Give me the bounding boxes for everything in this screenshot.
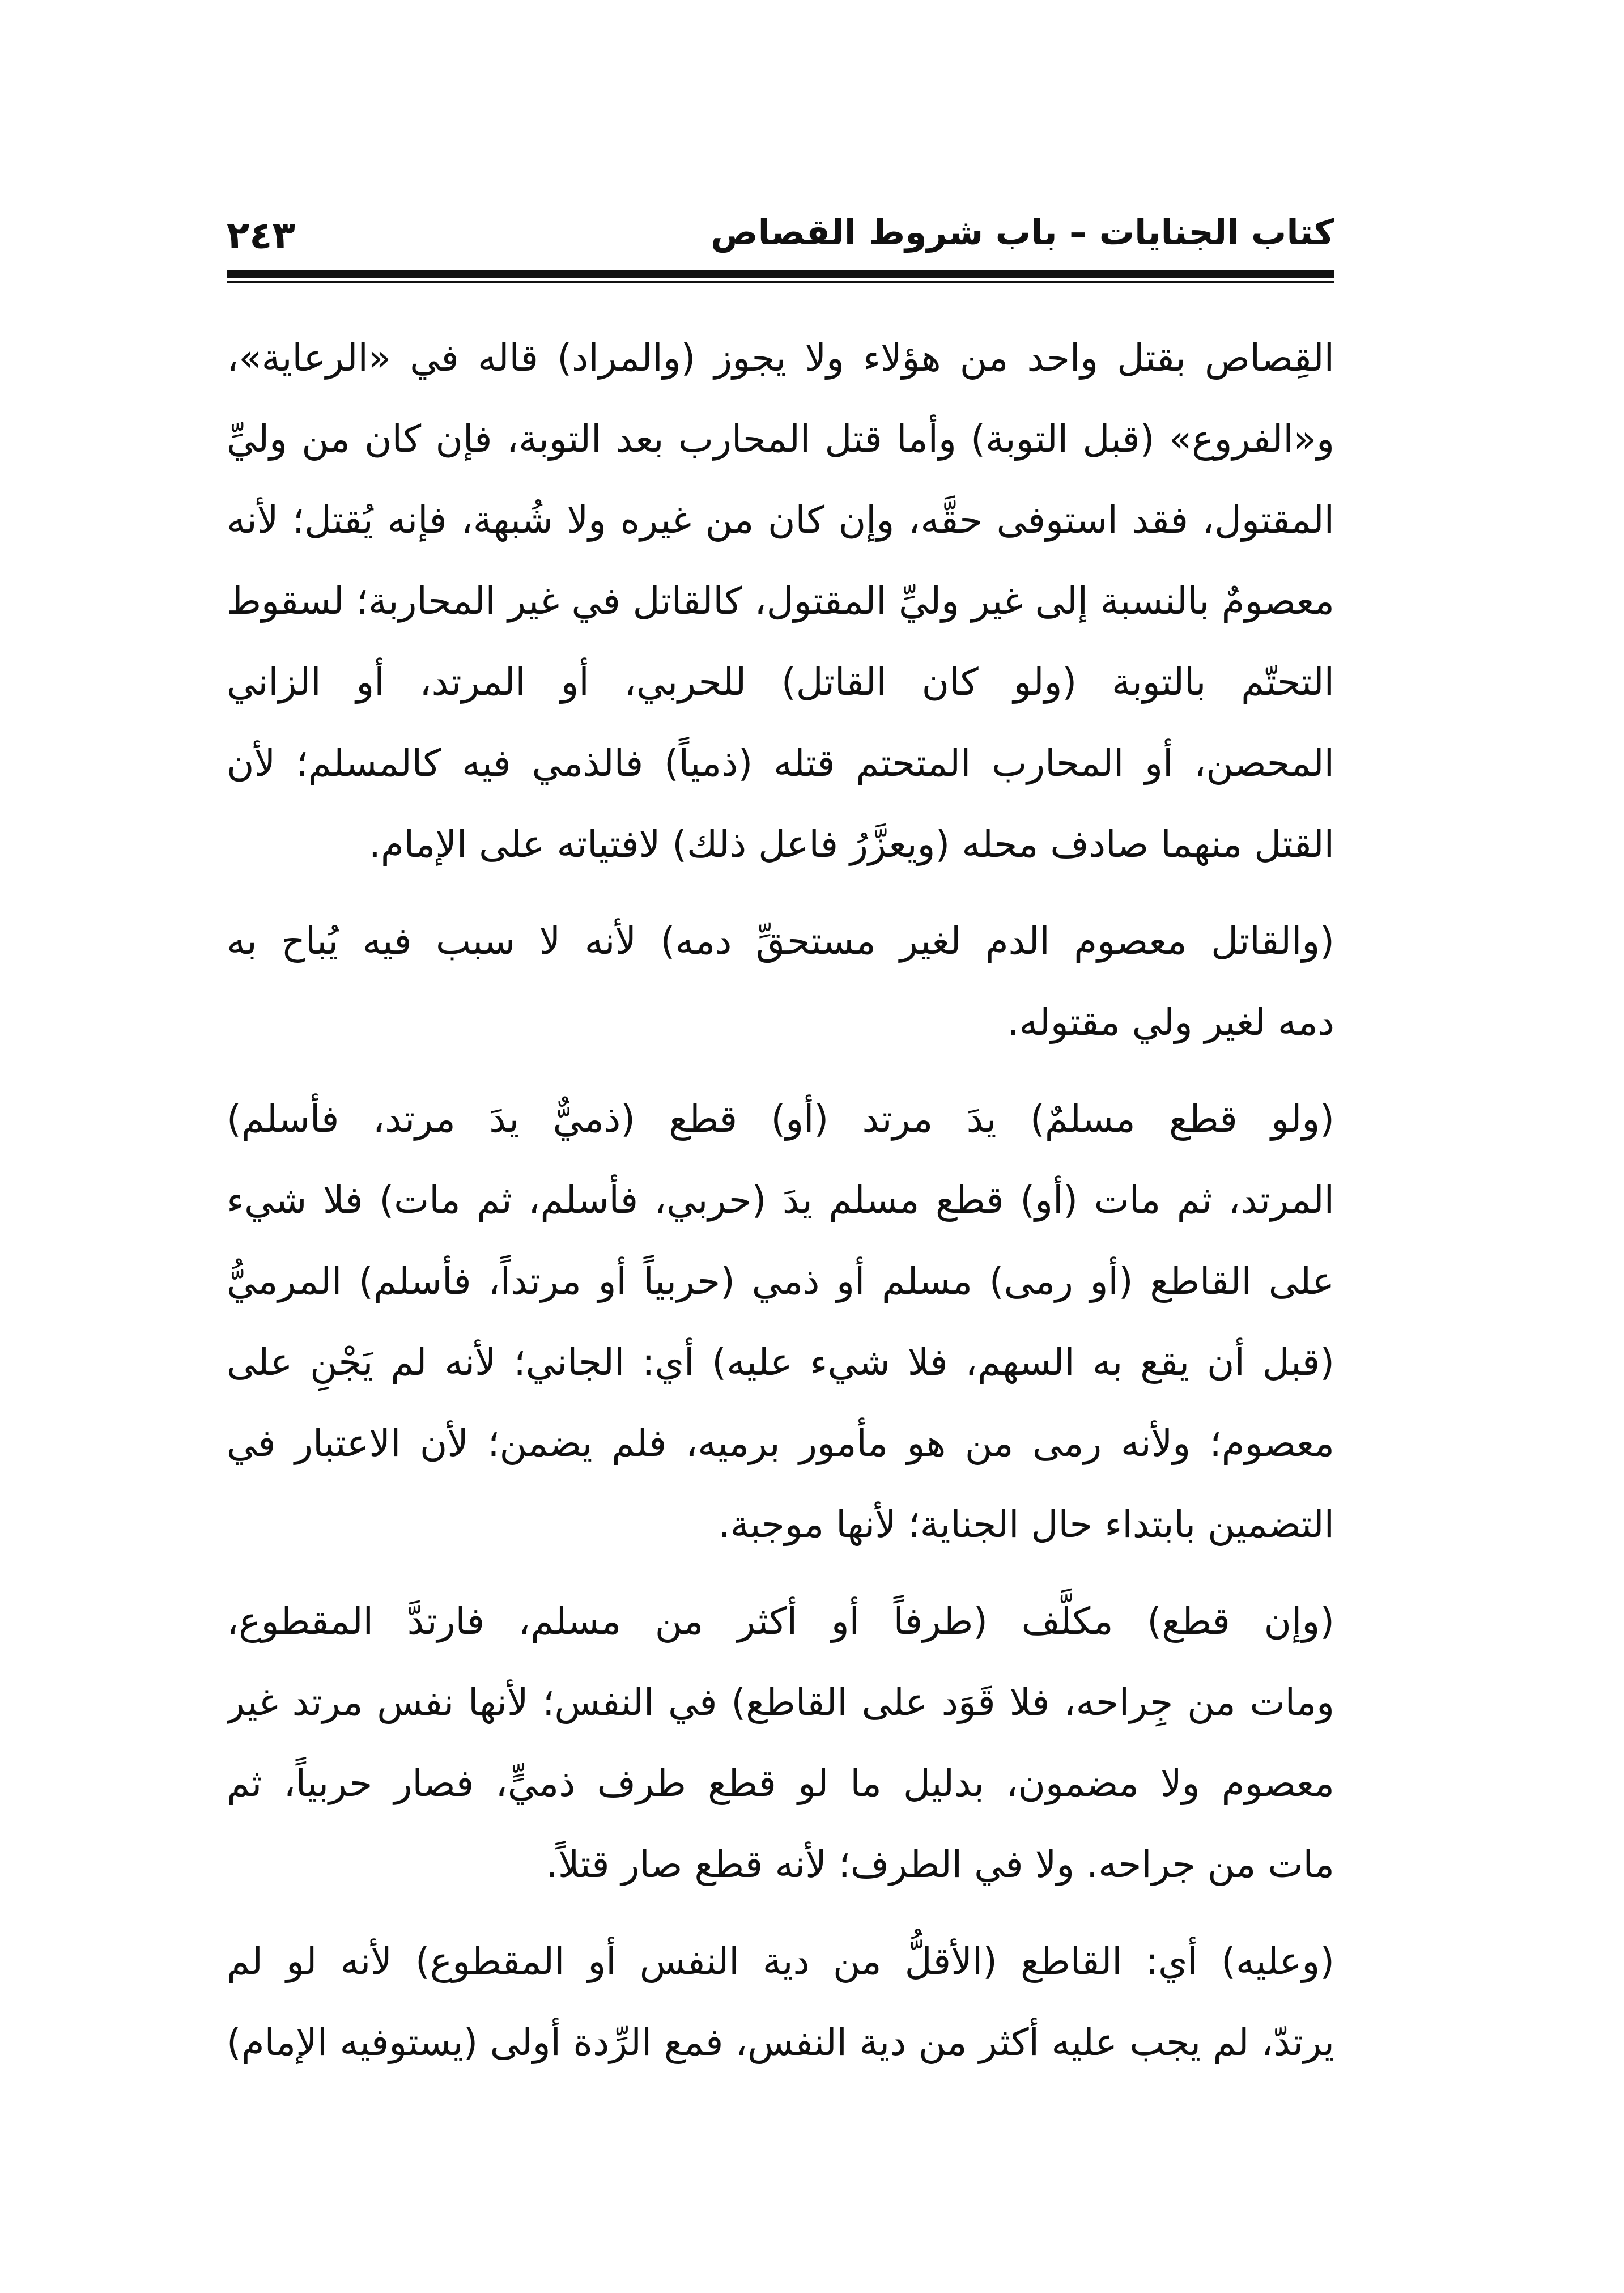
text-line: التحتّم بالتوبة (ولو كان القاتل) للحربي، أو المرتد، أو الزاني [227, 660, 1334, 704]
paragraph-gap [227, 1063, 1334, 1078]
paragraph [227, 1921, 1334, 2083]
paragraph [227, 1581, 1334, 1905]
text-line: على القاطع (أو رمى) مسلم أو ذمي (حربياً أو مرتداً، فأسلم) المرميُّ [227, 1259, 1334, 1303]
text-line: و«الفروع» (قبل التوبة) وأما قتل المحارب بعد التوبة، فإن كان من وليِّ [227, 417, 1334, 461]
body-text [227, 317, 1334, 2083]
running-header [227, 204, 1334, 272]
running-header-title: كتاب الجنايات – باب شروط القصاص [711, 211, 1334, 253]
text-line: (قبل أن يقع به السهم، فلا شيء عليه) أي: الجاني؛ لأنه لم يَجْنِ على [227, 1340, 1334, 1384]
paragraph-gap [227, 1905, 1334, 1921]
text-line: القِصاص بقتل واحد من هؤلاء ولا يجوز (والمراد) قاله في «الرعاية»، [227, 336, 1334, 380]
text-line: معصوم؛ ولأنه رمى من هو مأمور برميه، فلم يضمن؛ لأن الاعتبار في [227, 1421, 1334, 1465]
paragraph-gap [227, 1565, 1334, 1581]
text-line: التضمين بابتداء حال الجناية؛ لأنها موجبة. [718, 1502, 1334, 1546]
text-line: معصومٌ بالنسبة إلى غير وليِّ المقتول، كالقاتل في غير المحاربة؛ لسقوط [227, 579, 1334, 623]
text-line: يرتدّ، لم يجب عليه أكثر من دية النفس، فمع الرِّدة أولى (يستوفيه الإمام) [227, 2020, 1334, 2064]
text-line: (والقاتل معصوم الدم لغير مستحقِّ دمه) لأنه لا سبب فيه يُباح به [227, 919, 1334, 963]
text-line: المقتول، فقد استوفى حقَّه، وإن كان من غيره ولا شُبهة، فإنه يُقتل؛ لأنه [227, 498, 1334, 542]
text-line: (وعليه) أي: القاطع (الأقلُّ من دية النفس أو المقطوع) لأنه لو لم [227, 1939, 1334, 1983]
text-line: مات من جراحه. ولا في الطرف؛ لأنه قطع صار قتلاً. [546, 1842, 1334, 1886]
text-line: (وإن قطع) مكلَّف (طرفاً أو أكثر من مسلم، فارتدَّ المقطوع، [227, 1599, 1334, 1643]
paragraph [227, 901, 1334, 1063]
text-line: المرتد، ثم مات (أو) قطع مسلم يدَ (حربي، فأسلم، ثم مات) فلا شيء [227, 1178, 1334, 1222]
text-line: (ولو قطع مسلمٌ) يدَ مرتد (أو) قطع (ذميٌّ يدَ مرتد، فأسلم) [227, 1097, 1334, 1141]
header-rule-thin [227, 281, 1334, 283]
page-number: ٢٤٣ [227, 214, 295, 257]
text-line: القتل منهما صادف محله (ويعزَّرُ فاعل ذلك) لافتياته على الإمام. [368, 822, 1334, 866]
text-line: ومات من جِراحه، فلا قَوَد على القاطع) في النفس؛ لأنها نفس مرتد غير [227, 1680, 1334, 1724]
text-line: المحصن، أو المحارب المتحتم قتله (ذمياً) فالذمي فيه كالمسلم؛ لأن [227, 741, 1334, 785]
header-rule [227, 270, 1334, 278]
paragraph [227, 1078, 1334, 1565]
text-line: دمه لغير ولي مقتوله. [1007, 1000, 1334, 1044]
paragraph-gap [227, 885, 1334, 901]
paragraph [227, 317, 1334, 885]
text-line: معصوم ولا مضمون، بدليل ما لو قطع طرف ذميٍّ، فصار حربياً، ثم [227, 1761, 1334, 1805]
